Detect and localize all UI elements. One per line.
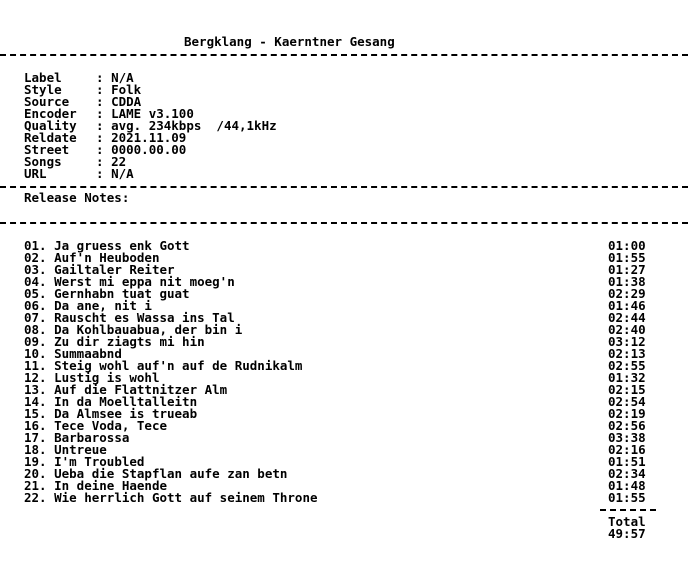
track-title: Auf die Flattnitzer Alm (54, 382, 228, 397)
release-notes-label: Release Notes: (24, 190, 130, 205)
info-key: Quality (24, 118, 77, 133)
track-title: Da Almsee is trueab (54, 406, 198, 421)
track-title: Gernhabn tuat guat (54, 286, 190, 301)
track-duration: 01:48 (608, 478, 646, 493)
tracklist (24, 240, 688, 504)
info-separator: : (96, 130, 112, 145)
track-number: 06. (24, 298, 47, 313)
info-value: LAME v3.100 (111, 106, 194, 121)
track-number: 18. (24, 442, 47, 457)
track-number: 05. (24, 286, 47, 301)
track-number: 10. (24, 346, 47, 361)
track-duration: 01:55 (608, 250, 646, 265)
info-value: Folk (111, 82, 142, 97)
track-number: 03. (24, 262, 47, 277)
track-number: 11. (24, 358, 47, 373)
track-title: In da Moelltalleitn (54, 394, 198, 409)
total-duration: 49:57 (608, 526, 646, 541)
track-title: I'm Troubled (54, 454, 145, 469)
info-value: 22 (111, 154, 127, 169)
info-key: Encoder (24, 106, 77, 121)
info-key: Label (24, 70, 62, 85)
track-number: 16. (24, 418, 47, 433)
track-number: 14. (24, 394, 47, 409)
total-label: Total (608, 514, 646, 529)
track-duration: 01:55 (608, 490, 646, 505)
track-title: Summaabnd (54, 346, 122, 361)
info-value: 0000.00.00 (111, 142, 187, 157)
info-value: CDDA (111, 94, 142, 109)
divider (0, 48, 688, 60)
track-row (24, 492, 688, 504)
info-separator: : (96, 82, 112, 97)
info-separator: : (96, 142, 112, 157)
total-divider (600, 509, 656, 511)
track-duration: 02:19 (608, 406, 646, 421)
info-separator: : (96, 166, 112, 181)
track-number: 20. (24, 466, 47, 481)
track-number: 02. (24, 250, 47, 265)
divider (0, 216, 688, 228)
track-row (24, 432, 688, 444)
track-title: Gailtaler Reiter (54, 262, 175, 277)
track-duration: 02:54 (608, 394, 646, 409)
info-separator: : (96, 154, 112, 169)
track-number: 08. (24, 322, 47, 337)
track-duration: 02:40 (608, 322, 646, 337)
release-info (24, 72, 688, 180)
track-duration: 01:38 (608, 274, 646, 289)
track-number: 12. (24, 370, 47, 385)
track-duration: 02:29 (608, 286, 646, 301)
track-duration: 02:55 (608, 358, 646, 373)
track-title: Steig wohl auf'n auf de Rudnikalm (54, 358, 303, 373)
track-number: 15. (24, 406, 47, 421)
track-duration: 02:56 (608, 418, 646, 433)
track-title: Untreue (54, 442, 107, 457)
track-title: Wie herrlich Gott auf seinem Throne (54, 490, 318, 505)
info-separator: : (96, 118, 112, 133)
release-title: Bergklang - Kaerntner Gesang (184, 34, 395, 49)
info-value: N/A (111, 70, 134, 85)
track-duration: 01:46 (608, 298, 646, 313)
info-separator: : (96, 70, 112, 85)
track-title: Da ane, nit i (54, 298, 152, 313)
track-number: 17. (24, 430, 47, 445)
info-key: Style (24, 82, 62, 97)
info-key: URL (24, 166, 47, 181)
track-duration: 03:38 (608, 430, 646, 445)
track-duration: 01:27 (608, 262, 646, 277)
track-duration: 02:13 (608, 346, 646, 361)
track-title: Werst mi eppa nit moeg'n (54, 274, 235, 289)
info-value: 2021.11.09 (111, 130, 187, 145)
track-number: 21. (24, 478, 47, 493)
track-title: Lustig is wohl (54, 370, 160, 385)
track-duration: 01:51 (608, 454, 646, 469)
track-number: 19. (24, 454, 47, 469)
track-number: 07. (24, 310, 47, 325)
track-title: Zu dir ziagts mi hin (54, 334, 205, 349)
info-value: N/A (111, 166, 134, 181)
track-title: Barbarossa (54, 430, 130, 445)
track-duration: 01:32 (608, 370, 646, 385)
info-separator: : (96, 106, 112, 121)
track-title: Auf'n Heuboden (54, 250, 160, 265)
nfo-document (24, 36, 688, 540)
track-title: In deine Haende (54, 478, 167, 493)
total-block (24, 504, 688, 540)
track-duration: 03:12 (608, 334, 646, 349)
track-number: 13. (24, 382, 47, 397)
track-title: Da Kohlbauabua, der bin i (54, 322, 243, 337)
info-row (24, 168, 688, 180)
track-duration: 02:44 (608, 310, 646, 325)
track-title: Rauscht es Wassa ins Tal (54, 310, 235, 325)
track-row (24, 336, 688, 348)
track-title: Tece Voda, Tece (54, 418, 167, 433)
divider (0, 180, 688, 192)
info-value: avg. 234kbps /44,1kHz (111, 118, 277, 133)
track-duration: 02:15 (608, 382, 646, 397)
track-number: 22. (24, 490, 47, 505)
track-number: 09. (24, 334, 47, 349)
track-title: Ja gruess enk Gott (54, 238, 190, 253)
info-key: Reldate (24, 130, 77, 145)
track-duration: 02:34 (608, 466, 646, 481)
info-separator: : (96, 94, 112, 109)
info-key: Street (24, 142, 70, 157)
info-key: Source (24, 94, 70, 109)
track-duration: 01:00 (608, 238, 646, 253)
track-title: Ueba die Stapflan aufe zan betn (54, 466, 288, 481)
track-duration: 02:16 (608, 442, 646, 457)
track-number: 01. (24, 238, 47, 253)
track-number: 04. (24, 274, 47, 289)
info-key: Songs (24, 154, 62, 169)
